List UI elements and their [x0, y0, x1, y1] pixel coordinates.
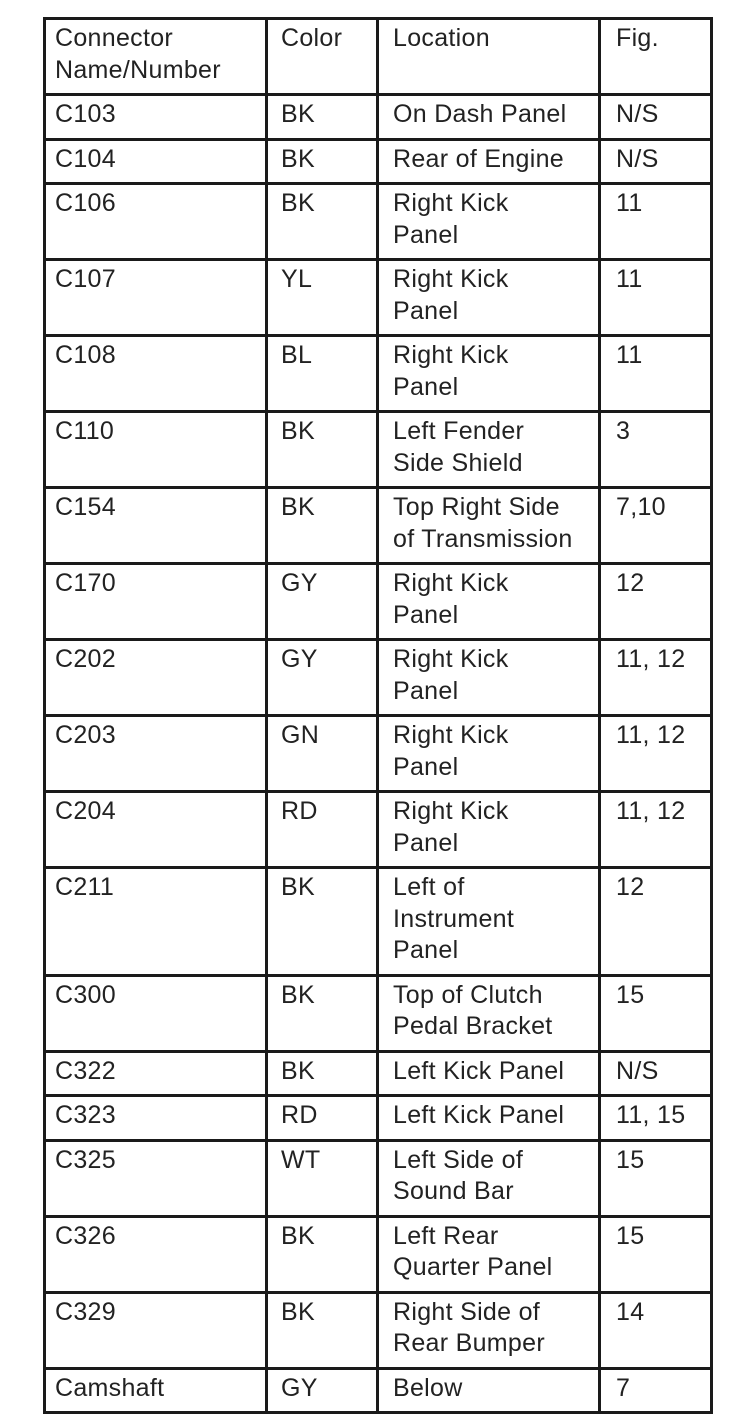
cell-color: BK [267, 412, 378, 488]
cell-color: RD [267, 792, 378, 868]
cell-location: Top of Clutch Pedal Bracket [378, 975, 600, 1051]
cell-fig: 15 [600, 1216, 712, 1292]
cell-connector-name: C170 [45, 564, 267, 640]
cell-color: BK [267, 184, 378, 260]
cell-fig: 3 [600, 412, 712, 488]
cell-connector-name: C202 [45, 640, 267, 716]
table-row [45, 95, 712, 140]
connector-table-body [45, 19, 712, 1413]
cell-fig: 11 [600, 336, 712, 412]
cell-location: Right Side of Rear Bumper [378, 1292, 600, 1368]
cell-location: Right Kick Panel [378, 716, 600, 792]
table-row [45, 1051, 712, 1096]
cell-fig: N/S [600, 95, 712, 140]
cell-color: RD [267, 1096, 378, 1141]
table-row [45, 1368, 712, 1413]
cell-fig: 7,10 [600, 488, 712, 564]
cell-fig: 11 [600, 260, 712, 336]
cell-fig: 11, 12 [600, 716, 712, 792]
cell-connector-name: C322 [45, 1051, 267, 1096]
cell-color: BK [267, 1051, 378, 1096]
table-row [45, 488, 712, 564]
cell-connector-name: C110 [45, 412, 267, 488]
cell-connector-name: C326 [45, 1216, 267, 1292]
cell-fig: 15 [600, 975, 712, 1051]
cell-connector-name: C154 [45, 488, 267, 564]
cell-connector-name: C204 [45, 792, 267, 868]
cell-fig: N/S [600, 1051, 712, 1096]
table-row [45, 336, 712, 412]
cell-fig: 14 [600, 1292, 712, 1368]
cell-fig: N/S [600, 139, 712, 184]
table-row [45, 1216, 712, 1292]
cell-connector-name: C107 [45, 260, 267, 336]
cell-color: BK [267, 975, 378, 1051]
cell-connector-name: C104 [45, 139, 267, 184]
cell-connector-name: C203 [45, 716, 267, 792]
cell-location: Right Kick Panel [378, 184, 600, 260]
cell-connector-name: C103 [45, 95, 267, 140]
cell-location: Left Kick Panel [378, 1051, 600, 1096]
cell-color: BK [267, 868, 378, 976]
cell-color: BL [267, 336, 378, 412]
header-location: Location [378, 19, 600, 95]
cell-fig: 11, 15 [600, 1096, 712, 1141]
cell-color: GY [267, 1368, 378, 1413]
cell-color: BK [267, 1292, 378, 1368]
cell-connector-name: C329 [45, 1292, 267, 1368]
cell-location: Left Fender Side Shield [378, 412, 600, 488]
connector-table [43, 17, 713, 1414]
cell-color: WT [267, 1140, 378, 1216]
cell-location: Left Kick Panel [378, 1096, 600, 1141]
header-fig: Fig. [600, 19, 712, 95]
cell-location: Rear of Engine [378, 139, 600, 184]
table-row [45, 868, 712, 976]
cell-connector-name: C211 [45, 868, 267, 976]
cell-color: GN [267, 716, 378, 792]
cell-color: YL [267, 260, 378, 336]
cell-location: Right Kick Panel [378, 792, 600, 868]
cell-location: Left Side of Sound Bar [378, 1140, 600, 1216]
table-row [45, 975, 712, 1051]
cell-connector-name: C325 [45, 1140, 267, 1216]
cell-color: GY [267, 640, 378, 716]
cell-connector-name: C106 [45, 184, 267, 260]
cell-location: Right Kick Panel [378, 336, 600, 412]
cell-color: BK [267, 95, 378, 140]
cell-connector-name: C108 [45, 336, 267, 412]
cell-location: On Dash Panel [378, 95, 600, 140]
cell-location: Right Kick Panel [378, 260, 600, 336]
cell-color: GY [267, 564, 378, 640]
table-row [45, 139, 712, 184]
cell-fig: 11, 12 [600, 792, 712, 868]
cell-fig: 11, 12 [600, 640, 712, 716]
cell-connector-name: C323 [45, 1096, 267, 1141]
table-header-row [45, 19, 712, 95]
table-row [45, 792, 712, 868]
table-row [45, 1096, 712, 1141]
header-color: Color [267, 19, 378, 95]
cell-fig: 12 [600, 564, 712, 640]
cell-location: Right Kick Panel [378, 564, 600, 640]
table-row [45, 260, 712, 336]
table-row [45, 412, 712, 488]
cell-location: Left of Instrument Panel [378, 868, 600, 976]
cell-fig: 11 [600, 184, 712, 260]
cell-fig: 15 [600, 1140, 712, 1216]
cell-fig: 12 [600, 868, 712, 976]
cell-color: BK [267, 139, 378, 184]
cell-location: Below [378, 1368, 600, 1413]
table-row [45, 1140, 712, 1216]
header-connector-name: Connector Name/Number [45, 19, 267, 95]
cell-color: BK [267, 488, 378, 564]
cell-fig: 7 [600, 1368, 712, 1413]
table-row [45, 640, 712, 716]
table-row [45, 716, 712, 792]
table-row [45, 564, 712, 640]
cell-location: Right Kick Panel [378, 640, 600, 716]
table-row [45, 1292, 712, 1368]
cell-location: Left Rear Quarter Panel [378, 1216, 600, 1292]
table-row [45, 184, 712, 260]
cell-connector-name: Camshaft [45, 1368, 267, 1413]
cell-location: Top Right Side of Transmission [378, 488, 600, 564]
cell-color: BK [267, 1216, 378, 1292]
cell-connector-name: C300 [45, 975, 267, 1051]
